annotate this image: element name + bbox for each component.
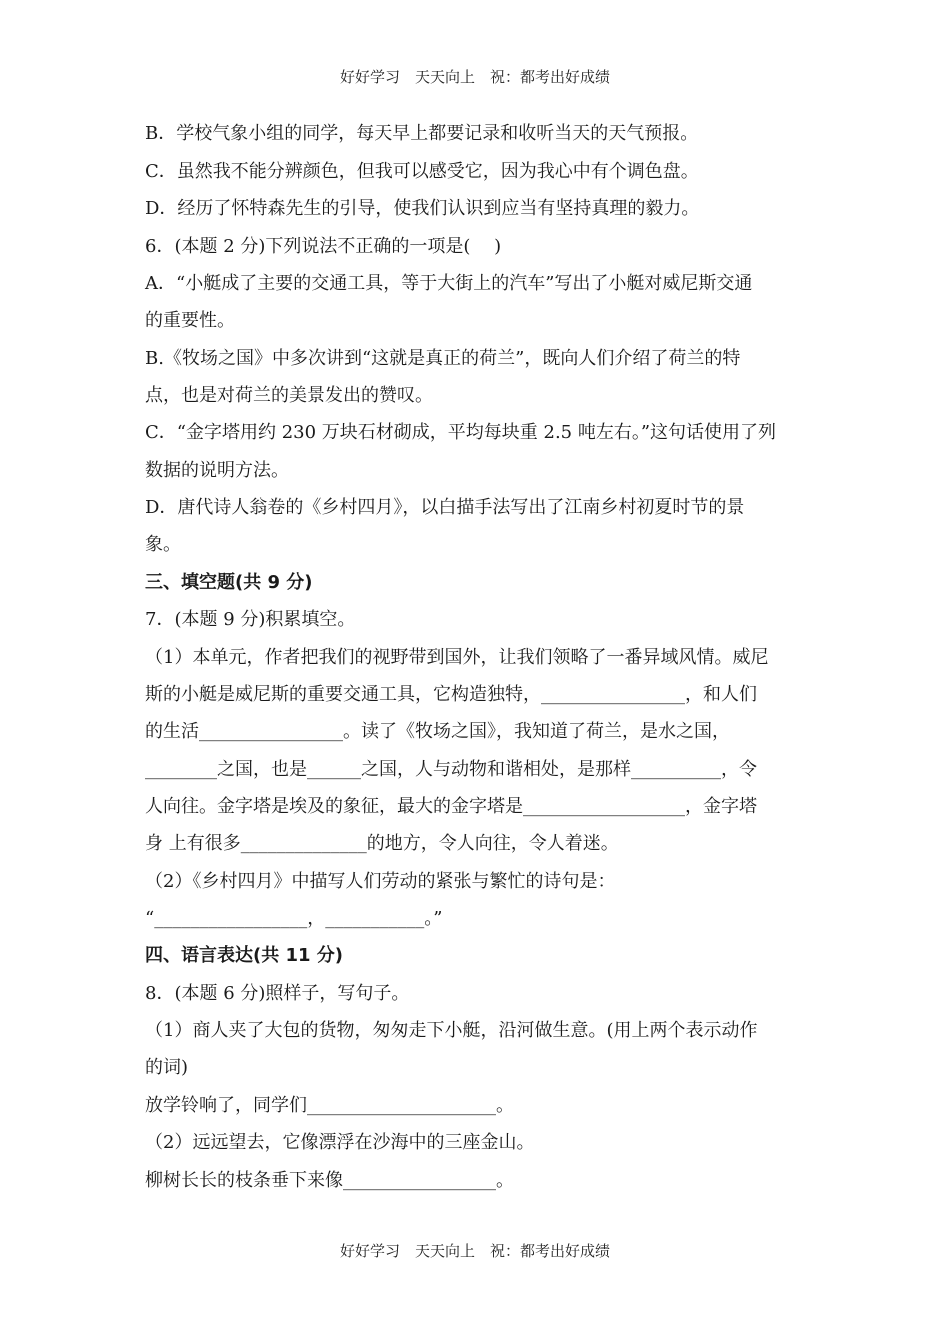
q7-part1-line6: 身 上有很多______________的地方，令人向往，令人着迷。 bbox=[145, 833, 619, 854]
q6-option-c: C．“金字塔用约 230 万块石材砌成，平均每块重 2.5 吨左右。”这句话使用了列 bbox=[145, 422, 777, 443]
q8-part1-line1: （1）商人夹了大包的货物，匆匆走下小艇，沿河做生意。(用上两个表示动作 bbox=[145, 1020, 758, 1041]
q7-part1-line4: ________之国，也是______之国，人与动物和谐相处，是那样__________，令 bbox=[145, 759, 757, 780]
q6-option-a-cont: 的重要性。 bbox=[145, 310, 235, 331]
q8-part1-answer: 放学铃响了，同学们_____________________。 bbox=[145, 1095, 514, 1116]
question-7: 7．(本题 9 分)积累填空。 bbox=[145, 609, 356, 630]
q6-option-b: B.《牧场之国》中多次讲到“这就是真正的荷兰”，既向人们介绍了荷兰的特 bbox=[145, 348, 741, 369]
question-6: 6．(本题 2 分)下列说法不正确的一项是( ) bbox=[145, 236, 502, 257]
section-4-heading: 四、语言表达(共 11 分) bbox=[145, 945, 344, 966]
q7-part1-line5: 人向往。金字塔是埃及的象征，最大的金字塔是__________________，金字塔 bbox=[145, 796, 757, 817]
q7-part1-line2: 斯的小艇是威尼斯的重要交通工具，它构造独特，________________，和人们 bbox=[145, 684, 757, 705]
page-footer: 好好学习 天天向上 祝：都考出好成绩 bbox=[339, 1242, 610, 1260]
q6-option-a: A．“小艇成了主要的交通工具，等于大街上的汽车”写出了小艇对威尼斯交通 bbox=[145, 273, 753, 294]
page-header: 好好学习 天天向上 祝：都考出好成绩 bbox=[339, 68, 610, 86]
q8-part2-line1: （2）远远望去，它像漂浮在沙海中的三座金山。 bbox=[145, 1132, 535, 1153]
q7-part1-line3: 的生活________________。读了《牧场之国》，我知道了荷兰，是水之国， bbox=[145, 721, 730, 742]
q7-part2-line1: （2）《乡村四月》中描写人们劳动的紧张与繁忙的诗句是： bbox=[145, 871, 616, 892]
option-c-line: C．虽然我不能分辨颜色，但我可以感受它，因为我心中有个调色盘。 bbox=[145, 161, 699, 182]
q6-option-d-cont: 象。 bbox=[145, 534, 181, 555]
q6-option-b-cont: 点，也是对荷兰的美景发出的赞叹。 bbox=[145, 385, 433, 406]
q7-part1-line1: （1）本单元，作者把我们的视野带到国外，让我们领略了一番异域风情。威尼 bbox=[145, 647, 769, 668]
q8-part1-line2: 的词) bbox=[145, 1057, 189, 1078]
q6-option-d: D．唐代诗人翁卷的《乡村四月》，以白描手法写出了江南乡村初夏时节的景 bbox=[145, 497, 745, 518]
q7-part2-line2: “_________________，___________。” bbox=[145, 908, 443, 929]
question-8: 8．(本题 6 分)照样子，写句子。 bbox=[145, 983, 410, 1004]
q8-part2-answer: 柳树长长的枝条垂下来像_________________。 bbox=[145, 1170, 514, 1191]
section-3-heading: 三、填空题(共 9 分) bbox=[145, 572, 313, 593]
option-b-line: B．学校气象小组的同学，每天早上都要记录和收听当天的天气预报。 bbox=[145, 123, 699, 144]
option-d-line: D．经历了怀特森先生的引导，使我们认识到应当有坚持真理的毅力。 bbox=[145, 198, 700, 219]
q6-option-c-cont: 数据的说明方法。 bbox=[145, 460, 289, 481]
